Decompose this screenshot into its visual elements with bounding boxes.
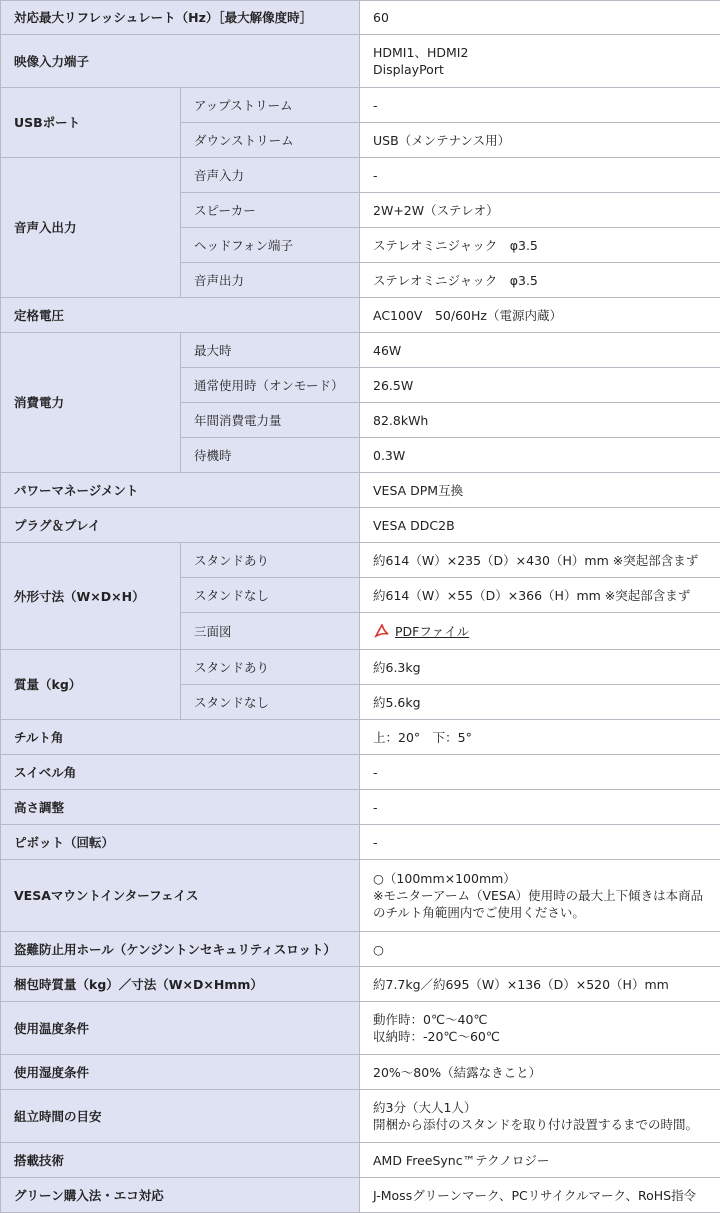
usb-port-label: USBポート xyxy=(1,88,181,158)
temperature-line-2: 収納時：-20℃～60℃ xyxy=(373,1028,720,1045)
assembly-time-label: 組立時間の目安 xyxy=(1,1090,360,1143)
security-slot-value: ○ xyxy=(360,932,720,967)
rated-voltage-value: AC100V 50/60Hz（電源内蔵） xyxy=(360,298,720,333)
row-humidity xyxy=(1,1055,720,1090)
assembly-line-2: 開梱から添付のスタンドを取り付け設置するまでの時間。 xyxy=(373,1116,720,1133)
row-refresh-rate xyxy=(1,1,720,35)
dimensions-without-stand-value: 約614（W）×55（D）×366（H）mm ※突起部含まず xyxy=(360,578,720,613)
technology-label: 搭載技術 xyxy=(1,1143,360,1178)
temperature-value xyxy=(360,1002,720,1055)
pivot-label: ピボット（回転） xyxy=(1,825,360,860)
security-slot-label: 盗難防止用ホール（ケンジントンセキュリティスロット） xyxy=(1,932,360,967)
dimensions-label: 外形寸法（W×D×H） xyxy=(1,543,181,650)
row-eco xyxy=(1,1178,720,1213)
row-security-slot xyxy=(1,932,720,967)
row-audio-input xyxy=(1,158,720,193)
three-view-drawing-label: 三面図 xyxy=(181,613,360,650)
power-standby-value: 0.3W xyxy=(360,438,720,473)
temperature-label: 使用温度条件 xyxy=(1,1002,360,1055)
audio-output-value: ステレオミニジャック φ3.5 xyxy=(360,263,720,298)
power-max-value: 46W xyxy=(360,333,720,368)
headphone-value: ステレオミニジャック φ3.5 xyxy=(360,228,720,263)
row-temperature xyxy=(1,1002,720,1055)
row-power-management xyxy=(1,473,720,508)
video-input-line-1: HDMI1、HDMI2 xyxy=(373,44,720,61)
assembly-line-1: 約3分（大人1人） xyxy=(373,1099,720,1116)
row-plug-and-play xyxy=(1,508,720,543)
row-pivot xyxy=(1,825,720,860)
row-rated-voltage xyxy=(1,298,720,333)
plug-and-play-label: プラグ＆プレイ xyxy=(1,508,360,543)
row-technology xyxy=(1,1143,720,1178)
usb-upstream-value: - xyxy=(360,88,720,123)
rated-voltage-label: 定格電圧 xyxy=(1,298,360,333)
power-normal-value: 26.5W xyxy=(360,368,720,403)
power-annual-label: 年間消費電力量 xyxy=(181,403,360,438)
power-management-label: パワーマネージメント xyxy=(1,473,360,508)
dimensions-without-stand-label: スタンドなし xyxy=(181,578,360,613)
pdf-icon xyxy=(373,624,391,638)
vesa-mount-value xyxy=(360,860,720,932)
humidity-value: 20%～80%（結露なきこと） xyxy=(360,1055,720,1090)
tilt-value: 上：20° 下：5° xyxy=(360,720,720,755)
row-height-adjust xyxy=(1,790,720,825)
weight-with-stand-value: 約6.3kg xyxy=(360,650,720,685)
swivel-value: - xyxy=(360,755,720,790)
speaker-label: スピーカー xyxy=(181,193,360,228)
audio-input-label: 音声入力 xyxy=(181,158,360,193)
dimensions-with-stand-label: スタンドあり xyxy=(181,543,360,578)
refresh-rate-value: 60 xyxy=(360,1,720,35)
vesa-line-3: のチルト角範囲内でご使用ください。 xyxy=(373,904,720,921)
row-tilt xyxy=(1,720,720,755)
power-normal-label: 通常使用時（オンモード） xyxy=(181,368,360,403)
video-input-label: 映像入力端子 xyxy=(1,35,360,88)
row-power-max xyxy=(1,333,720,368)
audio-input-value: - xyxy=(360,158,720,193)
eco-value: J-Mossグリーンマーク、PCリサイクルマーク、RoHS指令 xyxy=(360,1178,720,1213)
weight-with-stand-label: スタンドあり xyxy=(181,650,360,685)
speaker-value: 2W+2W（ステレオ） xyxy=(360,193,720,228)
vesa-line-1: ○（100mm×100mm） xyxy=(373,870,720,887)
video-input-value xyxy=(360,35,720,88)
power-annual-value: 82.8kWh xyxy=(360,403,720,438)
usb-upstream-label: アップストリーム xyxy=(181,88,360,123)
headphone-label: ヘッドフォン端子 xyxy=(181,228,360,263)
humidity-label: 使用湿度条件 xyxy=(1,1055,360,1090)
usb-downstream-value: USB（メンテナンス用） xyxy=(360,123,720,158)
technology-value: AMD FreeSync™テクノロジー xyxy=(360,1143,720,1178)
plug-and-play-value: VESA DDC2B xyxy=(360,508,720,543)
row-weight-with-stand xyxy=(1,650,720,685)
row-dimensions-with-stand xyxy=(1,543,720,578)
pdf-file-link[interactable] xyxy=(373,624,469,639)
row-vesa-mount xyxy=(1,860,720,932)
power-consumption-label: 消費電力 xyxy=(1,333,181,473)
audio-io-label: 音声入出力 xyxy=(1,158,181,298)
weight-without-stand-label: スタンドなし xyxy=(181,685,360,720)
vesa-line-2: ※モニターアーム（VESA）使用時の最大上下傾きは本商品 xyxy=(373,887,720,904)
eco-label: グリーン購入法・エコ対応 xyxy=(1,1178,360,1213)
row-assembly-time xyxy=(1,1090,720,1143)
power-max-label: 最大時 xyxy=(181,333,360,368)
swivel-label: スイベル角 xyxy=(1,755,360,790)
pdf-file-link-label: PDFファイル xyxy=(395,624,469,639)
weight-without-stand-value: 約5.6kg xyxy=(360,685,720,720)
usb-downstream-label: ダウンストリーム xyxy=(181,123,360,158)
package-label: 梱包時質量（kg）／寸法（W×D×Hmm） xyxy=(1,967,360,1002)
package-value: 約7.7kg／約695（W）×136（D）×520（H）mm xyxy=(360,967,720,1002)
pivot-value: - xyxy=(360,825,720,860)
height-adjust-label: 高さ調整 xyxy=(1,790,360,825)
row-package xyxy=(1,967,720,1002)
audio-output-label: 音声出力 xyxy=(181,263,360,298)
video-input-line-2: DisplayPort xyxy=(373,61,720,78)
row-swivel xyxy=(1,755,720,790)
weight-label: 質量（kg） xyxy=(1,650,181,720)
refresh-rate-label: 対応最大リフレッシュレート（Hz）［最大解像度時］ xyxy=(1,1,360,35)
dimensions-with-stand-value: 約614（W）×235（D）×430（H）mm ※突起部含まず xyxy=(360,543,720,578)
tilt-label: チルト角 xyxy=(1,720,360,755)
row-usb-upstream xyxy=(1,88,720,123)
vesa-mount-label: VESAマウントインターフェイス xyxy=(1,860,360,932)
power-management-value: VESA DPM互換 xyxy=(360,473,720,508)
height-adjust-value: - xyxy=(360,790,720,825)
three-view-drawing-value xyxy=(360,613,720,650)
power-standby-label: 待機時 xyxy=(181,438,360,473)
row-video-input xyxy=(1,35,720,88)
temperature-line-1: 動作時：0℃～40℃ xyxy=(373,1011,720,1028)
assembly-time-value xyxy=(360,1090,720,1143)
